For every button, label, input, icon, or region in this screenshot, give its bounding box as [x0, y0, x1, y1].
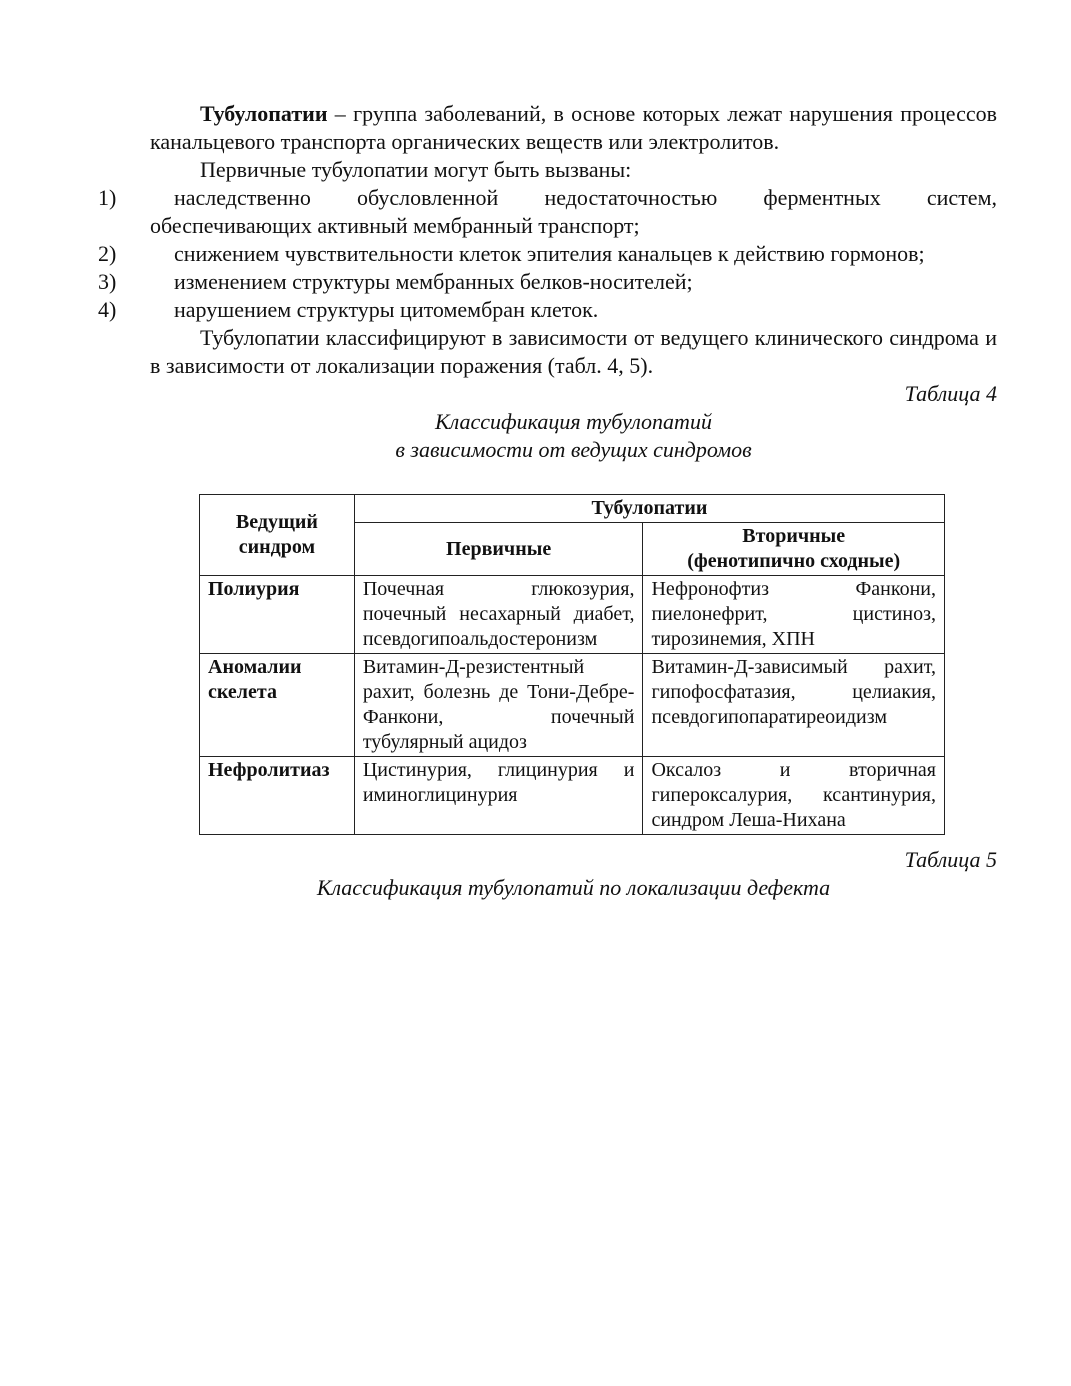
cell-syndrome: Полиурия: [200, 576, 355, 654]
causes-lead: Первичные тубулопатии могут быть вызваны:: [200, 157, 632, 182]
header-syndrome: Ведущий синдром: [200, 495, 355, 576]
intro-definition: – группа заболеваний, в основе которых лежат нарушения процессов канальцевого транспорта органических веществ или электролитов.: [150, 101, 997, 154]
list-number: 4): [98, 297, 117, 322]
table-row: [200, 654, 945, 757]
table5-label: Таблица 5: [904, 847, 997, 872]
header-secondary-line1: Вторичные: [742, 525, 846, 547]
header-secondary-line2: (фенотипично сходные): [687, 550, 901, 572]
cell-primary: Цистинурия, глицинурия и иминоглицинурия: [354, 757, 643, 835]
table4-caption-line1: Классификация тубулопатий: [435, 409, 712, 434]
list-text: наследственно обусловленной недостаточностью ферментных систем, обеспечивающих активный мембранный транспорт;: [150, 185, 997, 238]
table-row: [200, 757, 945, 835]
intro-paragraph: [150, 100, 997, 156]
cell-primary: Витамин-Д-резистентный рахит, болезнь де Тони-Дебре-Фанкони, почечный тубулярный ацидоз: [354, 654, 643, 757]
cell-secondary: Витамин-Д-зависимый рахит, гипофосфатазия, целиакия, псевдогипопаратиреоидизм: [643, 654, 945, 757]
cell-syndrome: Аномалии скелета: [200, 654, 355, 757]
table5-heading: [150, 846, 997, 902]
list-number: 3): [98, 269, 117, 294]
header-primary: Первичные: [354, 523, 643, 576]
list-number: 1): [98, 185, 117, 210]
table-row: [200, 576, 945, 654]
table4-label: Таблица 4: [904, 381, 997, 406]
cell-secondary: Оксалоз и вторичная гипероксалурия, ксантинурия, синдром Леша-Нихана: [643, 757, 945, 835]
list-item: [98, 240, 997, 268]
list-item: [98, 268, 997, 296]
list-item: [98, 296, 997, 324]
cell-syndrome: Нефролитиаз: [200, 757, 355, 835]
cell-primary: Почечная глюкозурия, почечный несахарный диабет, псевдогипоальдостеронизм: [354, 576, 643, 654]
list-text: нарушением структуры цитомембран клеток.: [174, 297, 599, 322]
table4: [199, 494, 945, 835]
table4-caption-line2: в зависимости от ведущих синдромов: [395, 437, 752, 462]
list-text: изменением структуры мембранных белков-носителей;: [174, 269, 693, 294]
table-header-row: [200, 495, 945, 523]
list-text: снижением чувствительности клеток эпителия канальцев к действию гормонов;: [174, 241, 925, 266]
list-item: [98, 184, 997, 240]
body-text: [98, 100, 997, 464]
table5-caption: Классификация тубулопатий по локализации дефекта: [316, 875, 831, 900]
cell-secondary: Нефронофтиз Фанкони, пиелонефрит, цистиноз, тирозинемия, ХПН: [643, 576, 945, 654]
header-secondary: [643, 523, 945, 576]
classification-note: Тубулопатии классифицируют в зависимости от ведущего клинического синдрома и в зависимости от локализации поражения (табл. 4, 5).: [150, 325, 997, 378]
header-group: Тубулопатии: [354, 495, 944, 523]
intro-term: Тубулопатии: [200, 101, 328, 126]
causes-list: [98, 184, 997, 324]
list-number: 2): [98, 241, 117, 266]
